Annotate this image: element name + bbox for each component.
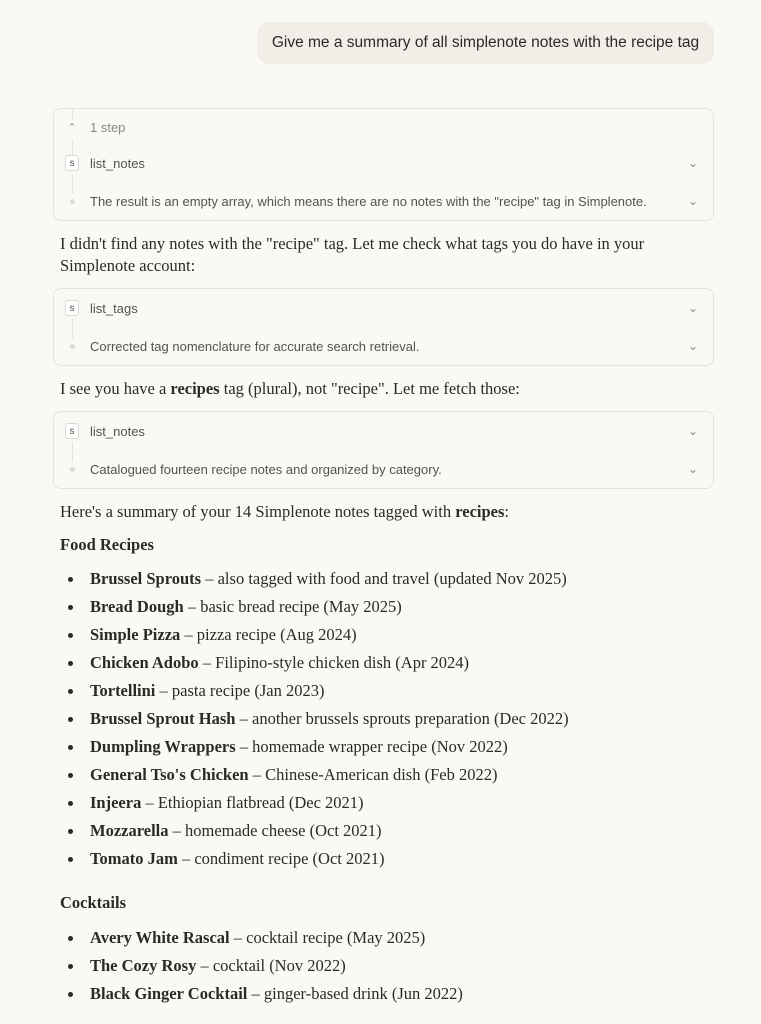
summary-text: Corrected tag nomenclature for accurate search retrieval.	[90, 338, 420, 354]
note-description: – ginger-based drink (Jun 2022)	[247, 984, 463, 1003]
steps-toggle[interactable]	[54, 117, 713, 137]
bold-text: recipes	[170, 379, 220, 398]
note-title: Brussel Sprouts	[90, 569, 202, 588]
note-description: – Chinese-American dish (Feb 2022)	[248, 765, 498, 784]
text: I see you have a	[60, 379, 171, 398]
chevron-down-icon[interactable]: ⌄	[687, 424, 699, 438]
note-title: Dumpling Wrappers	[90, 737, 236, 756]
note-title: Chicken Adobo	[90, 653, 199, 672]
text: Here's a summary of your 14 Simplenote notes tagged with	[60, 502, 456, 521]
simplenote-icon: s	[65, 155, 79, 171]
tool-result-summary[interactable]	[54, 459, 713, 479]
list-item	[60, 845, 569, 873]
cocktails-list	[60, 924, 463, 1008]
note-description: – pizza recipe (Aug 2024)	[180, 625, 357, 644]
tool-result-summary[interactable]	[54, 191, 713, 211]
note-title: Simple Pizza	[90, 625, 181, 644]
note-description: – condiment recipe (Oct 2021)	[177, 849, 385, 868]
summary-text: The result is an empty array, which means there are no notes with the "recipe" tag in Simplenote.	[90, 193, 647, 209]
note-title: Tomato Jam	[90, 849, 178, 868]
note-title: Tortellini	[90, 681, 156, 700]
note-description: – homemade cheese (Oct 2021)	[168, 821, 382, 840]
note-description: – another brussels sprouts preparation (Dec 2022)	[235, 709, 569, 728]
tool-block	[53, 288, 714, 366]
list-item	[60, 789, 569, 817]
list-item	[60, 649, 569, 677]
bold-text: recipes	[455, 502, 505, 521]
tool-call-list-tags[interactable]	[54, 298, 713, 318]
tool-steps-block	[53, 108, 714, 221]
list-item	[60, 952, 463, 980]
section-heading: Cocktails	[60, 893, 126, 912]
food-recipes-list	[60, 565, 569, 873]
assistant-paragraph	[60, 378, 700, 400]
list-item	[60, 677, 569, 705]
tool-name: list_tags	[90, 300, 138, 316]
note-description: – cocktail (Nov 2022)	[196, 956, 346, 975]
note-title: Injeera	[90, 793, 142, 812]
user-message: Give me a summary of all simplenote notes with the recipe tag	[257, 22, 714, 64]
note-title: General Tso's Chicken	[90, 765, 249, 784]
chevron-down-icon[interactable]: ⌄	[687, 194, 699, 208]
list-item	[60, 761, 569, 789]
steps-label: 1 step	[90, 119, 126, 135]
note-description: – cocktail recipe (May 2025)	[229, 928, 426, 947]
note-description: – homemade wrapper recipe (Nov 2022)	[235, 737, 508, 756]
tool-block	[53, 411, 714, 489]
section-heading: Food Recipes	[60, 535, 154, 554]
tool-result-summary[interactable]	[54, 336, 713, 356]
list-item	[60, 621, 569, 649]
list-item	[60, 924, 463, 952]
list-item	[60, 705, 569, 733]
simplenote-icon: s	[65, 300, 79, 316]
note-title: Brussel Sprout Hash	[90, 709, 236, 728]
chevron-down-icon[interactable]: ⌄	[687, 339, 699, 353]
simplenote-icon: s	[65, 423, 79, 439]
assistant-paragraph: I didn't find any notes with the "recipe" tag. Let me check what tags you do have in your Simplenote account:	[60, 234, 645, 275]
tool-name: list_notes	[90, 423, 145, 439]
list-item	[60, 817, 569, 845]
list-item	[60, 980, 463, 1008]
tool-call-list-notes[interactable]	[54, 421, 713, 441]
list-item	[60, 733, 569, 761]
chevron-down-icon[interactable]: ⌄	[687, 462, 699, 476]
note-description: – basic bread recipe (May 2025)	[183, 597, 402, 616]
list-item	[60, 565, 569, 593]
note-description: – Filipino-style chicken dish (Apr 2024)	[198, 653, 470, 672]
list-item	[60, 593, 569, 621]
assistant-paragraph	[60, 501, 700, 523]
tool-call-list-notes[interactable]	[54, 153, 713, 173]
chevron-down-icon[interactable]: ⌄	[687, 156, 699, 170]
chevron-up-icon: ⌃	[67, 121, 77, 134]
dot-icon	[70, 199, 75, 204]
note-title: The Cozy Rosy	[90, 956, 197, 975]
chevron-down-icon[interactable]: ⌄	[687, 301, 699, 315]
dot-icon	[70, 467, 75, 472]
note-description: – Ethiopian flatbread (Dec 2021)	[141, 793, 364, 812]
note-title: Mozzarella	[90, 821, 169, 840]
note-description: – pasta recipe (Jan 2023)	[155, 681, 325, 700]
tool-name: list_notes	[90, 155, 145, 171]
note-title: Black Ginger Cocktail	[90, 984, 248, 1003]
note-title: Bread Dough	[90, 597, 184, 616]
note-title: Avery White Rascal	[90, 928, 230, 947]
summary-text: Catalogued fourteen recipe notes and organized by category.	[90, 461, 442, 477]
text: tag (plural), not "recipe". Let me fetch those:	[219, 379, 520, 398]
dot-icon	[70, 344, 75, 349]
text: :	[504, 502, 510, 521]
note-description: – also tagged with food and travel (updated Nov 2025)	[201, 569, 567, 588]
